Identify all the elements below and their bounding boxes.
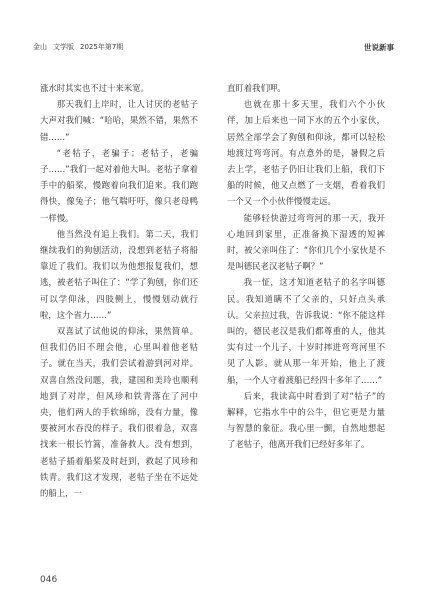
page-header (33, 40, 394, 54)
paragraph: 我一怔，这才知道老牯子的名字叫德民。我知道瞒不了父亲的，只好点头承认。父亲拉过我，告诉我说：“你不能这样叫的，德民老汉是我们都尊重的人，他其实有过一个儿子，十岁时摔进弯弯河里不见了人影。就从那一年开始，他上了渡船，一个人守着渡船已经四十多年了……” (227, 277, 385, 385)
paragraph: 能够轻快游过弯弯河的那一天，我开心地回到家里，正准备换下湿透的短裤时，被父亲叫住了：“你们几个小家伙是不是叫德民老汉老牯子啊？” (227, 212, 385, 272)
right-column (227, 80, 385, 453)
header-left (33, 42, 123, 52)
paragraph: 他当然没有追上我们。第二天，我们继续我们的狗刨活动，没想到老牯子将船靠近了我们。我们以为他想报复我们，想逃，被老牯子叫住了：“学了狗刨，你们还可以学仰泳，四肢侧上，慢慢划动就行啦，这个省力……” (40, 228, 198, 320)
column-name: 世说新事 (364, 42, 394, 52)
paragraph: “老牯子，老骗子；老牯子，老骗子……”我们一起对着他大叫。老牯子拿着手中的船桨，慢跑着向我们追来。我们跑得快，像兔子；他气喘吁吁，像只老母鸭一样慢。 (40, 147, 198, 223)
magazine-name: 金山 (33, 43, 47, 51)
paragraph: 那天我们上岸时，让人讨厌的老牯子大声对我们喊：“哈哈，果然不错，果然不错……” (40, 99, 198, 142)
left-column (40, 80, 198, 501)
paragraph: 双喜试了试他说的仰泳，果然简单。但我们仍旧不理会他，心里叫着他老牯子。就在当天，我们尝试着游到河对岸。双喜自然没问题，我，建国和美玲也顺利地到了对岸，但风珍和铁青落在了河中央，他们两人的手软绵绵，没有力量，像要被河水吞没的样子。我们很着急，双喜找来一根长竹篙，准备救人。没有想到，老牯子插着船桨及时赶到，救起了风珍和铁青。我们这才发现，老牯子坐在不远处的船上，一 (40, 326, 198, 499)
page-number: 046 (40, 575, 58, 585)
paragraph: 直盯着我们呷。 (227, 83, 286, 93)
paragraph: 也就在那十多天里，我们六个小伙伴，加上后来也一同下水的五个小家伙，居然全部学会了狗刨和仰泳，都可以轻松地渡过弯弯河。有点意外的是，暑假之后去上学，老牯子仍旧让我们上船，我们下船的时候，他又点燃了一支烟，看着我们一个又一个小伙伴慢慢走远。 (227, 99, 385, 207)
magazine-edition: 文学版 (53, 43, 74, 51)
paragraph: 涨水时其实也不过十来米宽。 (40, 83, 149, 93)
paragraph: 后来，我读高中时看到了对“牯子”的解释，它指水牛中的公牛，但它更是力量与智慧的象征。我心里一颤，自然地想起了老牯子，他离开我们已经好多年了。 (227, 390, 385, 450)
magazine-issue: 2025年第7期 (80, 43, 124, 51)
